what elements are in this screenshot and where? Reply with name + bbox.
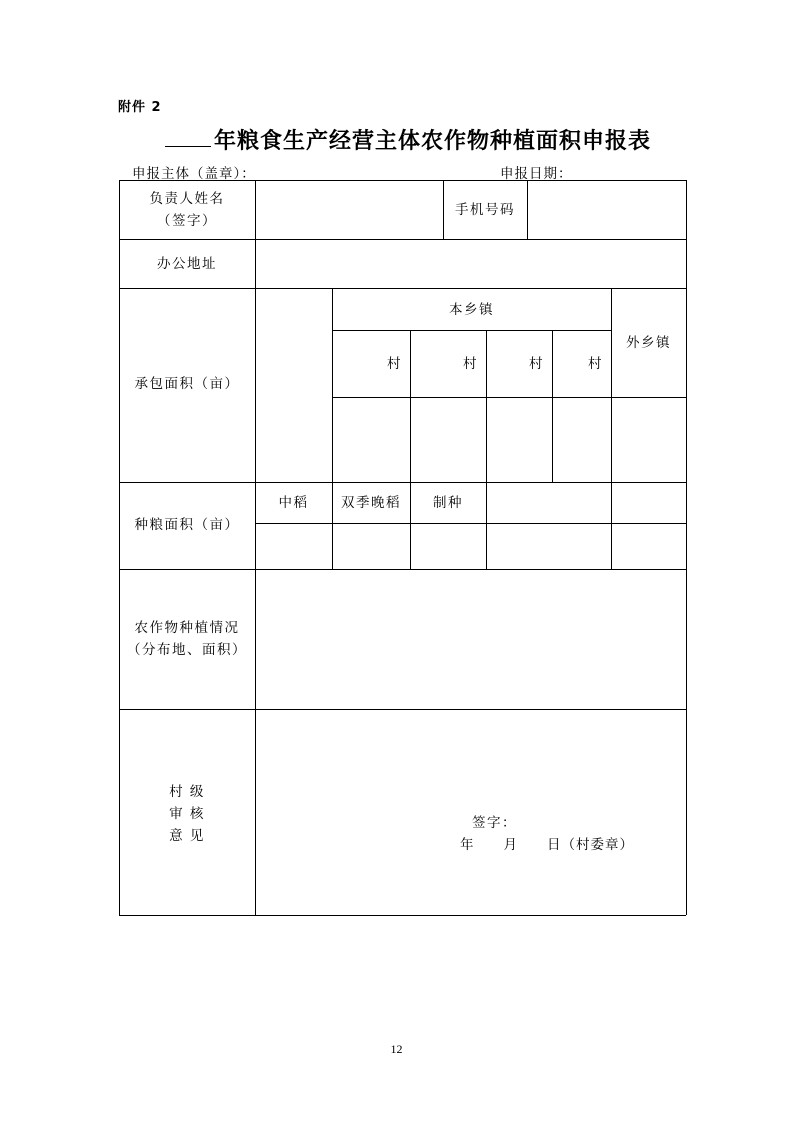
table-border-right [686, 180, 687, 915]
row-line [119, 288, 686, 289]
phone-field[interactable] [527, 186, 686, 234]
grain-area-label: 种粮面积（亩） [134, 517, 240, 533]
row-line [119, 569, 686, 570]
person-name-label: 负责人姓名 （签字） [149, 191, 225, 229]
office-address-label: 办公地址 [157, 256, 217, 272]
applicant-label: 申报主体（盖章）： [132, 166, 256, 182]
row-line [119, 482, 686, 483]
form-title: 年粮食生产经营主体农作物种植面积申报表 [214, 129, 652, 154]
village-label-1: 村 [387, 356, 402, 372]
row-line [332, 397, 686, 398]
other-town-header: 外乡镇 [626, 335, 671, 351]
village-label-3: 村 [529, 356, 544, 372]
row-line [119, 239, 686, 240]
row-line [332, 330, 611, 331]
attachment-label: 附件 2 [118, 100, 162, 115]
village-label-4: 村 [588, 356, 603, 372]
col-line [255, 180, 256, 915]
year-blank-line [165, 146, 211, 147]
planting-situation-label: 农作物种植情况 （分布地、面积） [127, 620, 247, 658]
village-review-label: 村 级 审 核 意 见 [169, 784, 205, 844]
table-border-bottom [119, 915, 686, 916]
date-stamp-label: 年 月 日（村委章） [460, 837, 634, 853]
signature-label: 签字： [472, 815, 517, 831]
table-border-top [119, 180, 686, 181]
office-address-field[interactable] [255, 244, 686, 284]
row-line [119, 709, 686, 710]
planting-situation-field[interactable] [255, 574, 686, 704]
person-name-field[interactable] [255, 186, 443, 234]
seed-production-header: 制种 [433, 495, 463, 511]
col-line [611, 288, 612, 569]
phone-label: 手机号码 [455, 202, 515, 218]
village-label-2: 村 [463, 356, 478, 372]
double-late-rice-header: 双季晚稻 [341, 495, 401, 511]
date-label: 申报日期： [500, 166, 573, 182]
row-line [255, 523, 686, 524]
col-line [332, 288, 333, 569]
page-number: 12 [390, 1042, 403, 1056]
local-town-header: 本乡镇 [449, 302, 494, 318]
contracted-area-label: 承包面积（亩） [134, 376, 240, 392]
middle-rice-header: 中稻 [278, 495, 309, 511]
